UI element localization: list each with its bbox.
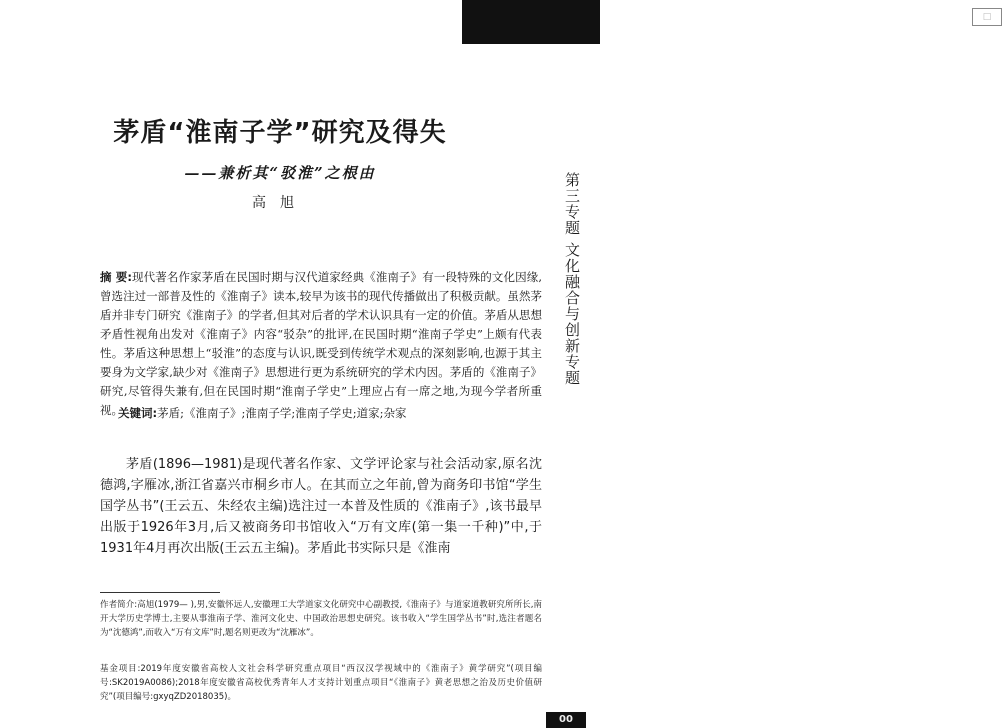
abstract-text: 现代著名作家茅盾在民国时期与汉代道家经典《淮南子》有一段特殊的文化因缘,曾选注过一部普及性的《淮南子》读本,较早为该书的现代传播做出了积极贡献。虽然茅盾并非专门研究《淮南子》的学者,但其对后者的学术认识具有一定的价值。茅盾从思想矛盾性视角出发对《淮南子》内容“驳杂”的批评,在民国时期“淮南子学史”上颇有代表性。茅盾这种思想上“驳淮”的态度与认识,既受到传统学术观点的深刻影响,也源于其主要身为文学家,缺少对《淮南子》思想进行更为系统研究的学术内因。茅盾的《淮南子》研究,尽管得失兼有,但在民国时期“淮南子学史”上理应占有一席之地,为现今学者所重视。 xyxy=(100,270,542,417)
keywords-text: 茅盾;《淮南子》;淮南子学;淮南子学史;道家;杂家 xyxy=(157,406,407,420)
footnote-divider xyxy=(100,592,220,593)
footnote-author: 作者简介:高旭(1979— ),男,安徽怀远人,安徽理工大学道家文化研究中心副教授,《淮南子》与道家道教研究所所长,南开大学历史学博士,主要从事淮南子学、淮河文化史、中国政治思想史研究。该书收入“学生国学丛书”时,选注者题名为“沈德鸿”,而收入“万有文库”时,题名则更改为“沈雁冰”。 xyxy=(100,600,542,638)
footnote-fund: 基金项目:2019年度安徽省高校人文社会科学研究重点项目“西汉汉学视域中的《淮南子》黄学研究”(项目编号:SK2019A0086);2018年度安徽省高校优秀青年人才支持计划重点项目“《淮南子》黄老思想之治及历史价值研究”(项目编号:gxyqZD2018035)。 xyxy=(100,664,542,702)
keywords xyxy=(118,404,542,423)
abstract-label: 摘 要: xyxy=(100,270,132,284)
page-number: 00 xyxy=(546,712,586,728)
abstract xyxy=(100,268,542,420)
keywords-label: 关键词: xyxy=(118,406,158,420)
tab-mark: □ xyxy=(972,8,1002,26)
header-dark-tab xyxy=(462,0,992,44)
body-paragraph-1: 茅盾(1896—1981)是现代著名作家、文学评论家与社会活动家,原名沈德鸿,字雁冰,浙江省嘉兴市桐乡市人。在其而立之年前,曾为商务印书馆“学生国学丛书”(王云五、朱经农主编)选注过一本普及性质的《淮南子》,该书最早出版于1926年3月,后又被商务印书馆收入“万有文库(第一集一千种)”中,于1931年4月再次出版(王云五主编)。茅盾此书实际只是《淮南 xyxy=(100,457,542,556)
side-column-title: 第三专题 文化融合与创新专题 xyxy=(563,172,581,386)
article-subtitle: ——兼析其“驳淮”之根由 xyxy=(184,164,376,182)
article-author: 高旭 xyxy=(252,195,308,211)
article-title: 茅盾“淮南子学”研究及得失 xyxy=(113,118,447,148)
